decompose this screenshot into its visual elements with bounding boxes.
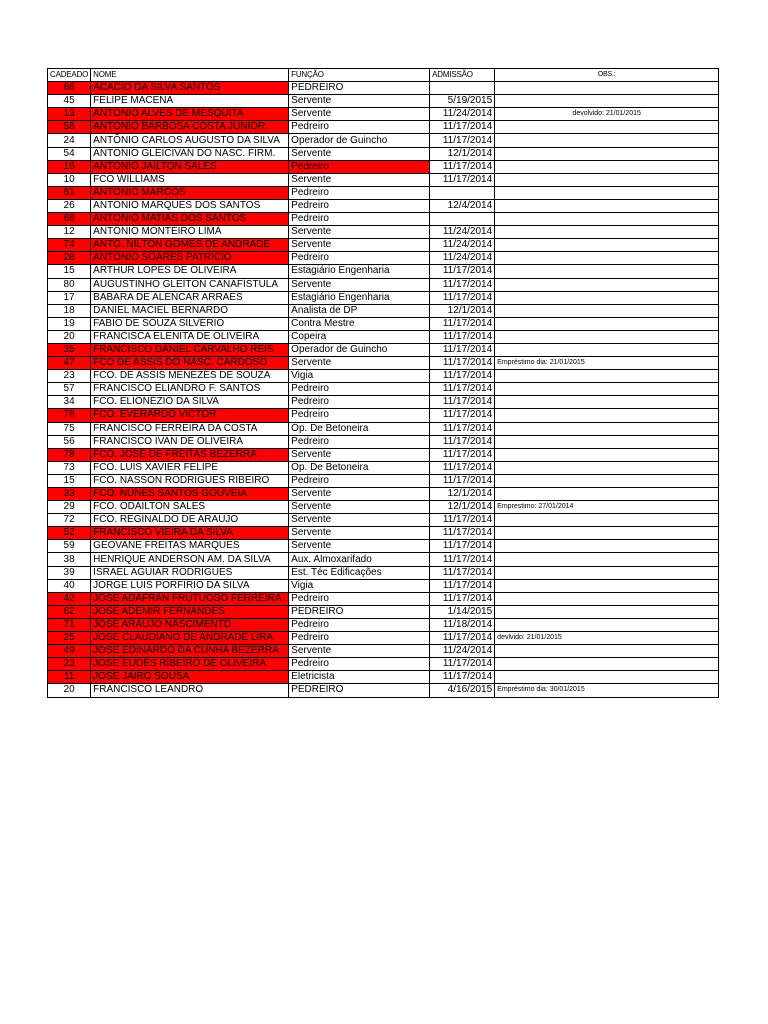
funcao-cell[interactable]: Op. De Betoneira xyxy=(289,461,430,474)
table-row xyxy=(48,658,719,671)
obs-cell[interactable] xyxy=(495,396,719,409)
funcao-cell[interactable]: Servente xyxy=(289,95,430,108)
nome-cell[interactable]: ANTÔNIO MATIAS DOS SANTOS xyxy=(91,213,289,226)
obs-cell[interactable]: Empréstimo dia: 21/01/2015 xyxy=(495,357,719,370)
funcao-cell[interactable]: Servente xyxy=(289,278,430,291)
cadeado-cell[interactable]: 33 xyxy=(48,488,91,501)
nome-cell[interactable]: FCO. LUIS XAVIER FELIPE xyxy=(91,461,289,474)
admissao-cell[interactable]: 12/1/2014 xyxy=(430,147,495,160)
table-row xyxy=(48,527,719,540)
funcao-cell[interactable]: Eletricista xyxy=(289,671,430,684)
funcao-cell[interactable]: Servente xyxy=(289,527,430,540)
header-funcao: FUNÇÃO xyxy=(289,69,430,82)
table-row xyxy=(48,618,719,631)
employee-spreadsheet xyxy=(47,68,719,698)
funcao-cell[interactable]: Operador de Guincho xyxy=(289,343,430,356)
nome-cell[interactable]: ANTÔNIO ALVES DE MESQUITA xyxy=(91,108,289,121)
admissao-cell[interactable] xyxy=(430,213,495,226)
nome-cell[interactable]: FELIPE MACENA xyxy=(91,95,289,108)
nome-cell[interactable]: GEOVANE FREITAS MARQUES xyxy=(91,540,289,553)
nome-cell[interactable]: ACACIO DA SILVA SANTOS xyxy=(91,82,289,95)
admissao-cell[interactable]: 11/24/2014 xyxy=(430,226,495,239)
obs-cell[interactable] xyxy=(495,409,719,422)
nome-cell[interactable]: ANTÔNIO GLEICIVAN DO NASC. FIRM. xyxy=(91,147,289,160)
nome-cell[interactable]: FCO. ELIONÉZIO DA SILVA xyxy=(91,396,289,409)
funcao-cell[interactable]: Pedreiro xyxy=(289,435,430,448)
nome-cell[interactable]: ANTÔ. NILTON GOMES DE ANDRADE xyxy=(91,239,289,252)
admissao-cell[interactable]: 11/24/2014 xyxy=(430,252,495,265)
funcao-cell[interactable]: Pedreiro xyxy=(289,409,430,422)
nome-cell[interactable]: FRANCISCO DANIEL CARVALHO REIS xyxy=(91,343,289,356)
nome-cell[interactable]: FCO. REGINALDO DE ARAÚJO xyxy=(91,514,289,527)
obs-cell[interactable] xyxy=(495,252,719,265)
table-row xyxy=(48,448,719,461)
cadeado-cell[interactable]: 29 xyxy=(48,501,91,514)
obs-cell[interactable] xyxy=(495,213,719,226)
admissao-cell[interactable]: 11/17/2014 xyxy=(430,540,495,553)
admissao-cell[interactable]: 11/17/2014 xyxy=(430,330,495,343)
table-row xyxy=(48,592,719,605)
obs-cell[interactable]: devlvido: 21/01/2015 xyxy=(495,632,719,645)
cadeado-cell[interactable]: 52 xyxy=(48,527,91,540)
funcao-cell[interactable]: Pedreiro xyxy=(289,121,430,134)
nome-cell[interactable]: FRANCISCO ELIANDRO F. SANTOS xyxy=(91,383,289,396)
funcao-cell[interactable]: Pedreiro xyxy=(289,213,430,226)
nome-cell[interactable]: AUGUSTINHO GLEITON CANAFÍSTULA xyxy=(91,278,289,291)
admissao-cell[interactable]: 11/17/2014 xyxy=(430,514,495,527)
table-row xyxy=(48,95,719,108)
table-row xyxy=(48,226,719,239)
nome-cell[interactable]: FRANCISCO IVAN DE OLIVEIRA xyxy=(91,435,289,448)
admissao-cell[interactable]: 11/17/2014 xyxy=(430,553,495,566)
table-row xyxy=(48,514,719,527)
admissao-cell[interactable]: 11/24/2014 xyxy=(430,645,495,658)
table-row xyxy=(48,435,719,448)
cadeado-cell[interactable]: 72 xyxy=(48,514,91,527)
admissao-cell[interactable]: 11/17/2014 xyxy=(430,448,495,461)
admissao-cell[interactable]: 11/18/2014 xyxy=(430,618,495,631)
nome-cell[interactable]: ANTÔNIO MONTEIRO LIMA xyxy=(91,226,289,239)
funcao-cell[interactable]: Pedreiro xyxy=(289,383,430,396)
table-row xyxy=(48,383,719,396)
obs-cell[interactable] xyxy=(495,121,719,134)
funcao-cell[interactable]: Servente xyxy=(289,645,430,658)
cadeado-cell[interactable]: 18 xyxy=(48,304,91,317)
funcao-cell[interactable]: Pedreiro xyxy=(289,474,430,487)
funcao-cell[interactable]: Estagiário Engenharia xyxy=(289,291,430,304)
funcao-cell[interactable]: Pedreiro xyxy=(289,618,430,631)
funcao-cell[interactable]: Vigia xyxy=(289,579,430,592)
obs-cell[interactable] xyxy=(495,199,719,212)
table-row xyxy=(48,134,719,147)
nome-cell[interactable]: ISRAEL AGUIAR RODRIGUES xyxy=(91,566,289,579)
admissao-cell[interactable]: 11/17/2014 xyxy=(430,409,495,422)
funcao-cell[interactable]: Operador de Guincho xyxy=(289,134,430,147)
cadeado-cell[interactable]: 23 xyxy=(48,370,91,383)
obs-cell[interactable]: devolvido: 21/01/2015 xyxy=(495,108,719,121)
cadeado-cell[interactable]: 38 xyxy=(48,553,91,566)
nome-cell[interactable]: FRANCISCO FERREIRA DA COSTA xyxy=(91,422,289,435)
obs-cell[interactable] xyxy=(495,435,719,448)
cadeado-cell[interactable]: 39 xyxy=(48,566,91,579)
funcao-cell[interactable]: Pedreiro xyxy=(289,252,430,265)
admissao-cell[interactable] xyxy=(430,186,495,199)
table-row xyxy=(48,82,719,95)
cadeado-cell[interactable]: 23 xyxy=(48,658,91,671)
nome-cell[interactable]: FRANCISCA ELENITA DE OLIVEIRA xyxy=(91,330,289,343)
table-row xyxy=(48,540,719,553)
cadeado-cell[interactable]: 20 xyxy=(48,684,91,697)
funcao-cell[interactable]: Estagiário Engenharia xyxy=(289,265,430,278)
nome-cell[interactable]: FABIO DE SOUZA SILVÉRIO xyxy=(91,317,289,330)
cadeado-cell[interactable]: 68 xyxy=(48,213,91,226)
admissao-cell[interactable]: 11/17/2014 xyxy=(430,527,495,540)
cadeado-cell[interactable]: 49 xyxy=(48,645,91,658)
obs-cell[interactable] xyxy=(495,605,719,618)
funcao-cell[interactable]: Servente xyxy=(289,108,430,121)
table-row xyxy=(48,579,719,592)
obs-cell[interactable] xyxy=(495,488,719,501)
obs-cell[interactable] xyxy=(495,527,719,540)
admissao-cell[interactable]: 11/17/2014 xyxy=(430,121,495,134)
obs-cell[interactable] xyxy=(495,317,719,330)
obs-cell[interactable] xyxy=(495,239,719,252)
table-row xyxy=(48,291,719,304)
admissao-cell[interactable]: 11/17/2014 xyxy=(430,396,495,409)
cadeado-cell[interactable]: 11 xyxy=(48,671,91,684)
admissao-cell[interactable]: 11/17/2014 xyxy=(430,632,495,645)
header-obs: OBS.: xyxy=(495,69,719,82)
admissao-cell[interactable]: 11/17/2014 xyxy=(430,343,495,356)
nome-cell[interactable]: FCO. EVERARDO VICTOR xyxy=(91,409,289,422)
nome-cell[interactable]: FCO. DE ASSIS MENEZES DE SOUZA xyxy=(91,370,289,383)
obs-cell[interactable] xyxy=(495,147,719,160)
admissao-cell[interactable]: 11/17/2014 xyxy=(430,566,495,579)
cadeado-cell[interactable]: 71 xyxy=(48,618,91,631)
funcao-cell[interactable]: PEDREIRO xyxy=(289,82,430,95)
funcao-cell[interactable]: Pedreiro xyxy=(289,186,430,199)
cadeado-cell[interactable]: 56 xyxy=(48,435,91,448)
funcao-cell[interactable]: Pedreiro xyxy=(289,592,430,605)
admissao-cell[interactable]: 11/17/2014 xyxy=(430,160,495,173)
table-row xyxy=(48,396,719,409)
cadeado-cell[interactable]: 24 xyxy=(48,134,91,147)
nome-cell[interactable]: JOSÉ ARAÚJO NASCIMENTO xyxy=(91,618,289,631)
table-row xyxy=(48,671,719,684)
obs-cell[interactable] xyxy=(495,422,719,435)
nome-cell[interactable]: FRANCISCO VIEIRA DA SILVA xyxy=(91,527,289,540)
nome-cell[interactable]: JORGE LUIS PORFÍRIO DA SILVA xyxy=(91,579,289,592)
funcao-cell[interactable]: Pedreiro xyxy=(289,632,430,645)
cadeado-cell[interactable]: 17 xyxy=(48,291,91,304)
admissao-cell[interactable]: 12/4/2014 xyxy=(430,199,495,212)
nome-cell[interactable]: ANTÔNIO BARBOSA COSTA JÚNIOR xyxy=(91,121,289,134)
table-row xyxy=(48,409,719,422)
admissao-cell[interactable]: 11/17/2014 xyxy=(430,422,495,435)
cadeado-cell[interactable]: 42 xyxy=(48,592,91,605)
cadeado-cell[interactable]: 80 xyxy=(48,278,91,291)
funcao-cell[interactable]: Copeira xyxy=(289,330,430,343)
obs-cell[interactable] xyxy=(495,645,719,658)
cadeado-cell[interactable]: 59 xyxy=(48,540,91,553)
nome-cell[interactable]: FRANCISCO LEANDRO xyxy=(91,684,289,697)
obs-cell[interactable] xyxy=(495,304,719,317)
admissao-cell[interactable]: 11/17/2014 xyxy=(430,461,495,474)
obs-cell[interactable] xyxy=(495,278,719,291)
cadeado-cell[interactable]: 73 xyxy=(48,461,91,474)
cadeado-cell[interactable]: 15 xyxy=(48,265,91,278)
cadeado-cell[interactable]: 62 xyxy=(48,605,91,618)
header-admissao: ADMISSÃO xyxy=(430,69,495,82)
cadeado-cell[interactable]: 35 xyxy=(48,343,91,356)
obs-cell[interactable] xyxy=(495,671,719,684)
funcao-cell[interactable]: Servente xyxy=(289,357,430,370)
table-row xyxy=(48,343,719,356)
nome-cell[interactable]: FCO. ODAILTON SALES xyxy=(91,501,289,514)
funcao-cell[interactable]: Servente xyxy=(289,173,430,186)
funcao-cell[interactable]: Servente xyxy=(289,488,430,501)
header-nome: NOME xyxy=(91,69,289,82)
nome-cell[interactable]: JOSÉ EDINARDO DA CUNHA BEZERRA xyxy=(91,645,289,658)
cadeado-cell[interactable]: 54 xyxy=(48,147,91,160)
cadeado-cell[interactable]: 45 xyxy=(48,95,91,108)
admissao-cell[interactable]: 11/17/2014 xyxy=(430,134,495,147)
admissao-cell[interactable]: 11/17/2014 xyxy=(430,474,495,487)
table-row xyxy=(48,632,719,645)
cadeado-cell[interactable]: 10 xyxy=(48,173,91,186)
obs-cell[interactable]: Empréstimo dia: 30/01/2015 xyxy=(495,684,719,697)
funcao-cell[interactable]: Servente xyxy=(289,501,430,514)
obs-cell[interactable] xyxy=(495,173,719,186)
nome-cell[interactable]: JOSÉ ADAFRAN FRUTUOSO FERREIRA xyxy=(91,592,289,605)
admissao-cell[interactable]: 11/24/2014 xyxy=(430,108,495,121)
funcao-cell[interactable]: Servente xyxy=(289,514,430,527)
cadeado-cell[interactable]: 20 xyxy=(48,330,91,343)
obs-cell[interactable] xyxy=(495,82,719,95)
obs-cell[interactable] xyxy=(495,461,719,474)
obs-cell[interactable] xyxy=(495,330,719,343)
admissao-cell[interactable]: 11/17/2014 xyxy=(430,278,495,291)
nome-cell[interactable]: DANIEL MACIEL BERNARDO xyxy=(91,304,289,317)
obs-cell[interactable] xyxy=(495,448,719,461)
table-row xyxy=(48,501,719,514)
funcao-cell[interactable]: Op. De Betoneira xyxy=(289,422,430,435)
table-row xyxy=(48,461,719,474)
cadeado-cell[interactable]: 57 xyxy=(48,383,91,396)
table-row xyxy=(48,357,719,370)
cadeado-cell[interactable]: 16 xyxy=(48,160,91,173)
obs-cell[interactable] xyxy=(495,370,719,383)
cadeado-cell[interactable]: 19 xyxy=(48,317,91,330)
funcao-cell[interactable]: PEDREIRO xyxy=(289,605,430,618)
nome-cell[interactable]: ANTÔNIO JAILTON SALES xyxy=(91,160,289,173)
funcao-cell[interactable]: Analista de DP xyxy=(289,304,430,317)
nome-cell[interactable]: FCO DE ASSIS DO NASC. CARDOSO xyxy=(91,357,289,370)
obs-cell[interactable] xyxy=(495,514,719,527)
table-row xyxy=(48,422,719,435)
table-row xyxy=(48,317,719,330)
admissao-cell[interactable]: 11/17/2014 xyxy=(430,173,495,186)
table-row xyxy=(48,173,719,186)
table-row xyxy=(48,147,719,160)
nome-cell[interactable]: JOSÉ EUDES RIBEIRO DE OLIVEIRA xyxy=(91,658,289,671)
nome-cell[interactable]: JOSÉ ADEMIR FERNANDES xyxy=(91,605,289,618)
cadeado-cell[interactable]: 15 xyxy=(48,474,91,487)
cadeado-cell[interactable]: 34 xyxy=(48,396,91,409)
admissao-cell[interactable]: 11/24/2014 xyxy=(430,239,495,252)
obs-cell[interactable] xyxy=(495,160,719,173)
funcao-cell[interactable]: Pedreiro xyxy=(289,396,430,409)
nome-cell[interactable]: HENRIQUE ANDERSON AM. DA SILVA xyxy=(91,553,289,566)
obs-cell[interactable] xyxy=(495,291,719,304)
table-row xyxy=(48,304,719,317)
funcao-cell[interactable]: Pedreiro xyxy=(289,199,430,212)
funcao-cell[interactable]: Servente xyxy=(289,448,430,461)
nome-cell[interactable]: ANTÔNIO SOARES PATRÍCIO xyxy=(91,252,289,265)
table-row xyxy=(48,121,719,134)
table-row xyxy=(48,239,719,252)
cadeado-cell[interactable]: 76 xyxy=(48,409,91,422)
admissao-cell[interactable]: 11/17/2014 xyxy=(430,671,495,684)
nome-cell[interactable]: JOSÉ JAIRO SOUSA xyxy=(91,671,289,684)
table-row xyxy=(48,213,719,226)
nome-cell[interactable]: ANTÔNIO MARCOS xyxy=(91,186,289,199)
funcao-cell[interactable]: Pedreiro xyxy=(289,160,430,173)
admissao-cell[interactable]: 4/16/2015 xyxy=(430,684,495,697)
cadeado-cell[interactable]: 26 xyxy=(48,199,91,212)
table-row xyxy=(48,553,719,566)
table-row xyxy=(48,474,719,487)
admissao-cell[interactable] xyxy=(430,82,495,95)
admissao-cell[interactable]: 11/17/2014 xyxy=(430,370,495,383)
admissao-cell[interactable]: 11/17/2014 xyxy=(430,579,495,592)
table-row xyxy=(48,160,719,173)
table-row xyxy=(48,199,719,212)
obs-cell[interactable] xyxy=(495,186,719,199)
obs-cell[interactable] xyxy=(495,343,719,356)
admissao-cell[interactable]: 12/1/2014 xyxy=(430,488,495,501)
nome-cell[interactable]: FCO. NUNES SANTOS GOUVEIA xyxy=(91,488,289,501)
nome-cell[interactable]: ARTHUR LOPES DE OLIVEIRA xyxy=(91,265,289,278)
obs-cell[interactable] xyxy=(495,566,719,579)
cadeado-cell[interactable]: 61 xyxy=(48,186,91,199)
cadeado-cell[interactable]: 58 xyxy=(48,121,91,134)
cadeado-cell[interactable]: 28 xyxy=(48,252,91,265)
obs-cell[interactable] xyxy=(495,579,719,592)
obs-cell[interactable] xyxy=(495,540,719,553)
obs-cell[interactable] xyxy=(495,265,719,278)
table-row xyxy=(48,108,719,121)
table-row xyxy=(48,265,719,278)
cadeado-cell[interactable]: 47 xyxy=(48,357,91,370)
admissao-cell[interactable]: 11/17/2014 xyxy=(430,317,495,330)
cadeado-cell[interactable]: 66 xyxy=(48,82,91,95)
cadeado-cell[interactable]: 74 xyxy=(48,239,91,252)
cadeado-cell[interactable]: 12 xyxy=(48,226,91,239)
funcao-cell[interactable]: Aux. Almoxarifado xyxy=(289,553,430,566)
admissao-cell[interactable]: 11/17/2014 xyxy=(430,383,495,396)
admissao-cell[interactable]: 11/17/2014 xyxy=(430,265,495,278)
cadeado-cell[interactable]: 13 xyxy=(48,108,91,121)
obs-cell[interactable] xyxy=(495,226,719,239)
obs-cell[interactable] xyxy=(495,618,719,631)
funcao-cell[interactable]: PEDREIRO xyxy=(289,684,430,697)
cadeado-cell[interactable]: 40 xyxy=(48,579,91,592)
table-row xyxy=(48,252,719,265)
funcao-cell[interactable]: Pedreiro xyxy=(289,658,430,671)
admissao-cell[interactable]: 12/1/2014 xyxy=(430,304,495,317)
table-row xyxy=(48,370,719,383)
nome-cell[interactable]: FCO. NASSON RODRIGUES RIBEIRO xyxy=(91,474,289,487)
nome-cell[interactable]: ANTÔNIO MARQUES DOS SANTOS xyxy=(91,199,289,212)
admissao-cell[interactable]: 12/1/2014 xyxy=(430,501,495,514)
table-body xyxy=(48,82,719,697)
cadeado-cell[interactable]: 78 xyxy=(48,448,91,461)
obs-cell[interactable] xyxy=(495,134,719,147)
table-row xyxy=(48,566,719,579)
nome-cell[interactable]: FCO. JOSÉ DE FREITAS BEZERRA xyxy=(91,448,289,461)
admissao-cell[interactable]: 11/17/2014 xyxy=(430,357,495,370)
obs-cell[interactable] xyxy=(495,553,719,566)
funcao-cell[interactable]: Servente xyxy=(289,226,430,239)
nome-cell[interactable]: FCO WILLIAMS xyxy=(91,173,289,186)
table-row xyxy=(48,278,719,291)
table-row xyxy=(48,186,719,199)
obs-cell[interactable] xyxy=(495,658,719,671)
nome-cell[interactable]: ANTÔNIO CARLOS AUGUSTO DA SILVA xyxy=(91,134,289,147)
header-row xyxy=(48,69,719,82)
obs-cell[interactable] xyxy=(495,383,719,396)
admissao-cell[interactable]: 11/17/2014 xyxy=(430,592,495,605)
table-row xyxy=(48,684,719,697)
header-cadeado: CADEADO xyxy=(48,69,91,82)
cadeado-cell[interactable]: 25 xyxy=(48,632,91,645)
table-row xyxy=(48,330,719,343)
funcao-cell[interactable]: Vigia xyxy=(289,370,430,383)
obs-cell[interactable]: Emprestimo: 27/01/2014 xyxy=(495,501,719,514)
nome-cell[interactable]: BÁBARA DE ALENCAR ARRAES xyxy=(91,291,289,304)
obs-cell[interactable] xyxy=(495,474,719,487)
funcao-cell[interactable]: Servente xyxy=(289,239,430,252)
table-row xyxy=(48,645,719,658)
funcao-cell[interactable]: Contra Mestre xyxy=(289,317,430,330)
funcao-cell[interactable]: Servente xyxy=(289,147,430,160)
table-row xyxy=(48,605,719,618)
admissao-cell[interactable]: 11/17/2014 xyxy=(430,658,495,671)
admissao-cell[interactable]: 5/19/2015 xyxy=(430,95,495,108)
nome-cell[interactable]: JOSÉ CLAUDIANO DE ANDRADE LIRA xyxy=(91,632,289,645)
admissao-cell[interactable]: 11/17/2014 xyxy=(430,435,495,448)
funcao-cell[interactable]: Est. Téc Edificações xyxy=(289,566,430,579)
cadeado-cell[interactable]: 75 xyxy=(48,422,91,435)
funcao-cell[interactable]: Servente xyxy=(289,540,430,553)
obs-cell[interactable] xyxy=(495,592,719,605)
admissao-cell[interactable]: 1/14/2015 xyxy=(430,605,495,618)
table-row xyxy=(48,488,719,501)
obs-cell[interactable] xyxy=(495,95,719,108)
admissao-cell[interactable]: 11/17/2014 xyxy=(430,291,495,304)
